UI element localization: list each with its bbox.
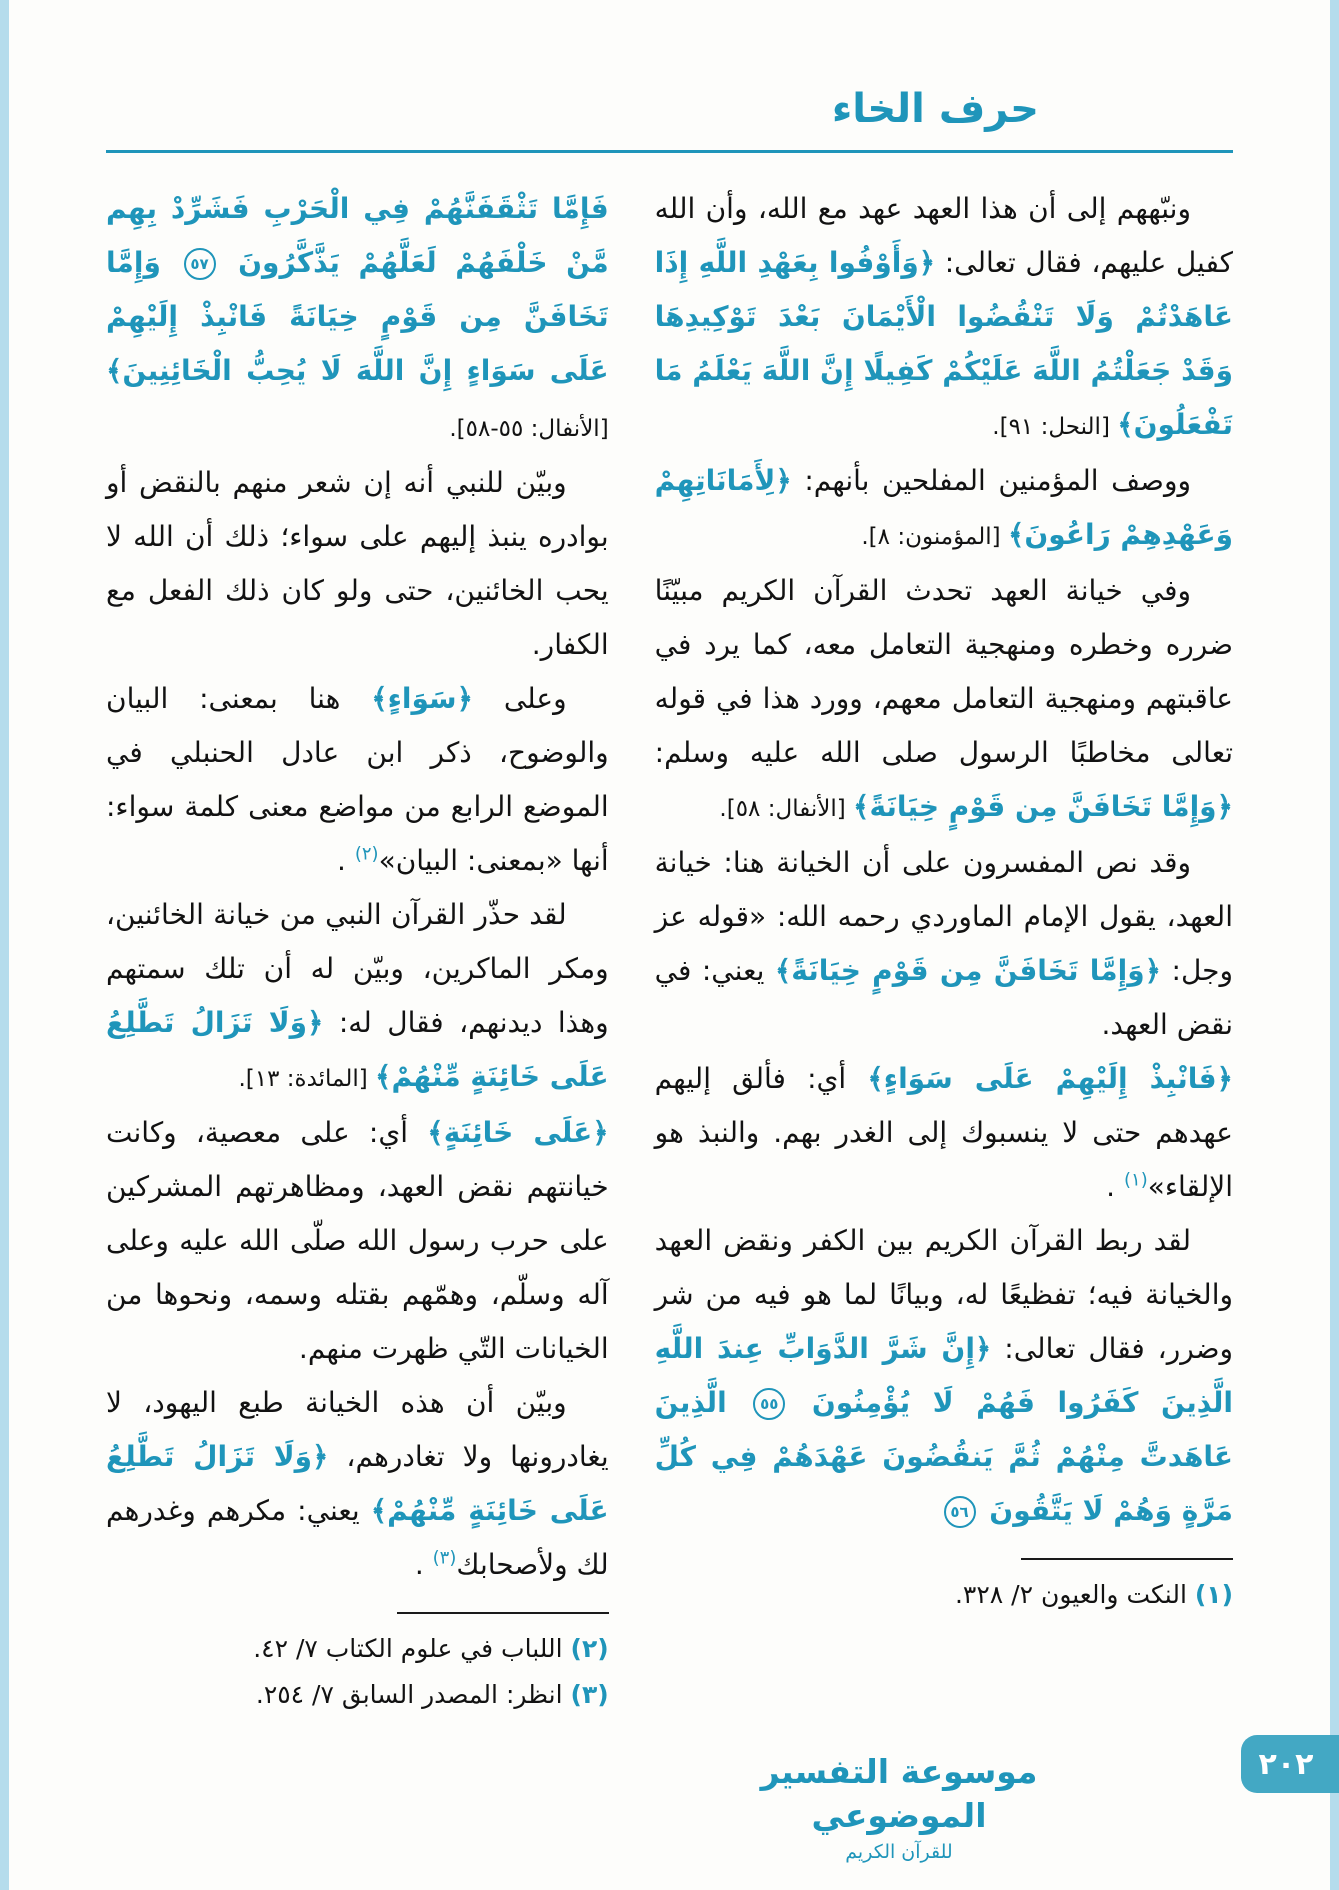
verse-reference: [الأنفال: ٥٥-٥٨]. [449,416,609,442]
footnotes-block [106,1626,609,1718]
paragraph [655,182,1233,454]
footnote-marker: (٢) [354,843,379,865]
footnote-text: اللباب في علوم الكتاب ٧/ ٤٢. [253,1634,571,1663]
verse-reference: [المؤمنون: ٨]. [861,524,1008,550]
body-text: وقد نص المفسرون على أن الخيانة هنا: خيانة العهد، يقول الإمام الماوردي رحمه الله: «قوله عز وجل: [654,846,1233,987]
body-text: أي: فألق إليهم عهدهم حتى لا ينسبوك إلى الغدر بهم. والنبذ هو الإلقاء» [654,1062,1233,1203]
footnote [106,1672,609,1718]
quran-quote: ﴿وَإِمَّا تَخَافَنَّ مِن قَوْمٍ خِيَانَةً﴾ [853,790,1233,823]
ayah-number-icon: ٥٦ [944,1496,976,1528]
quran-quote: الَّذِينَ عَاهَدتَّ مِنْهُمْ ثُمَّ يَنقُضُونَ عَهْدَهُمْ فِي كُلِّ مَرَّةٍ وَهُمْ لَا يَتَّقُونَ [654,1386,1233,1527]
publisher-logo-title: موسوعة التفسير الموضوعي [760,1752,1038,1835]
column-left [106,182,609,1718]
verse-reference: [الأنفال: ٥٨]. [719,796,854,822]
quran-quote: ﴿وَلَا تَزَالُ تَطَّلِعُ عَلَى خَائِنَةٍ مِّنْهُمْ﴾ [106,1006,609,1093]
body-text: وفي خيانة العهد تحدث القرآن الكريم مبيّنًا ضرره وخطره ومنهجية التعامل معه، كما يرد في عاقبتهم ومنهجية التعامل معهم، وورد هذا في قوله تعالى مخاطبًا الرسول صلى الله عليه وسلم: [654,574,1233,769]
quran-quote: فَإِمَّا تَثْقَفَنَّهُمْ فِي الْحَرْبِ فَشَرِّدْ بِهِم مَّنْ خَلْفَهُمْ لَعَلَّهُمْ يَذَّكَّرُونَ [106,192,609,279]
footnote [655,1572,1233,1618]
footnote-marker: (١) [1123,1169,1148,1191]
footnote [106,1626,609,1672]
body-text: . [414,1548,433,1581]
footnote-text: النكت والعيون ٢/ ٣٢٨. [954,1580,1195,1609]
quran-quote: ﴿لِأَمَانَاتِهِمْ وَعَهْدِهِمْ رَاعُونَ﴾ [654,464,1233,551]
ayah-number-icon: ٥٥ [753,1388,785,1420]
page-edge-left-band [0,0,9,1890]
footnote-number: (١) [1194,1580,1233,1609]
paragraph [106,888,609,1106]
footnote-text: انظر: المصدر السابق ٧/ ٢٥٤. [255,1680,571,1709]
footnote-separator [1021,1558,1233,1560]
footnote-number: (٢) [570,1634,609,1663]
ayah-number-icon: ٥٧ [184,248,216,280]
quran-quote: ﴿سَوَاءٍ﴾ [371,682,474,715]
body-text: يعني: في نقض العهد. [654,954,1233,1041]
paragraph [106,1106,609,1376]
footnote-number: (٣) [570,1680,609,1709]
paragraph [106,1376,609,1592]
page-edge-right-band [1330,0,1339,1890]
quran-quote: ﴿وَلَا تَزَالُ تَطَّلِعُ عَلَى خَائِنَةٍ مِّنْهُمْ﴾ [106,1440,609,1527]
paragraph [106,672,609,888]
footnotes-block [655,1572,1233,1618]
quran-quote: ﴿إِنَّ شَرَّ الدَّوَابِّ عِندَ اللَّهِ الَّذِينَ كَفَرُوا فَهُمْ لَا يُؤْمِنُونَ [654,1332,1233,1419]
body-text: . [337,844,355,877]
body-text: هنا بمعنى: البيان والوضوح، ذكر ابن عادل الحنبلي في الموضع الرابع من مواضع معنى كلمة سواء: أنها «بمعنى: البيان» [106,682,609,877]
footnote-marker: (٣) [432,1547,457,1569]
footnote-separator [397,1612,609,1614]
quran-quote: وَإِمَّا تَخَافَنَّ مِن قَوْمٍ خِيَانَةً فَانْبِذْ إِلَيْهِمْ عَلَى سَوَاءٍ إِنَّ اللَّهَ لَا يُحِبُّ الْخَائِنِينَ﴾ [106,246,609,387]
paragraph [106,456,609,672]
body-text: وبيّن للنبي أنه إن شعر منهم بالنقض أو بوادره ينبذ إليهم على سواء؛ ذلك أن الله لا يحب الخائنين، حتى ولو كان ذلك الفعل مع الكفار. [106,466,609,661]
chapter-heading: حرف الخاء [831,86,1039,132]
text-columns [106,182,1233,1718]
body-text: أي: على معصية، وكانت خيانتهم نقض العهد، ومظاهرتهم المشركين على حرب رسول الله صلّى الله عليه وعلى آله وسلّم، وهمّهم بقتله وسمه، ونحوها من الخيانات التّي ظهرت منهم. [106,1116,609,1365]
column-right [655,182,1233,1618]
quran-quote: ﴿وَإِمَّا تَخَافَنَّ مِن قَوْمٍ خِيَانَةً﴾ [774,954,1162,987]
body-text: وعلى [473,682,567,715]
page-number-badge: ٢٠٢ [1241,1735,1339,1793]
body-text: يعني: مكرهم وغدرهم لك ولأصحابك [106,1494,609,1581]
body-text: لقد حذّر القرآن النبي من خيانة الخائنين، ومكر الماكرين، وبيّن له أن تلك سمتهم وهذا ديدنهم، فقال له: [106,898,609,1039]
verse-reference: [المائدة: ١٣]. [238,1066,376,1092]
paragraph [106,182,609,456]
paragraph [655,454,1233,564]
body-text: ونبّههم إلى أن هذا العهد عهد مع الله، وأن الله كفيل عليهم، فقال تعالى: [654,192,1234,279]
quran-quote: ﴿عَلَى خَائِنَةٍ﴾ [427,1116,609,1149]
paragraph [655,1214,1233,1538]
verse-reference: [النحل: ٩١]. [992,414,1118,440]
paragraph [655,1052,1233,1214]
body-text: وبيّن أن هذه الخيانة طبع اليهود، لا يغادرونها ولا تغادرهم، [106,1386,609,1473]
body-text: ووصف المؤمنين المفلحين بأنهم: [791,464,1191,497]
publisher-logo [759,1750,1039,1866]
body-text: لقد ربط القرآن الكريم بين الكفر ونقض العهد والخيانة فيه؛ تفظيعًا له، وبيانًا لما هو فيه من شر وضرر، فقال تعالى: [654,1224,1233,1365]
body-text: . [1106,1170,1124,1203]
paragraph [655,836,1233,1052]
quran-quote: ﴿فَانْبِذْ إِلَيْهِمْ عَلَى سَوَاءٍ﴾ [867,1062,1233,1095]
quran-quote: ﴿وَأَوْفُوا بِعَهْدِ اللَّهِ إِذَا عَاهَدْتُمْ وَلَا تَنْقُضُوا الْأَيْمَانَ بَعْدَ تَوْكِيدِهَا وَقَدْ جَعَلْتُمُ اللَّهَ عَلَيْكُمْ كَفِيلًا إِنَّ اللَّهَ يَعْلَمُ مَا تَفْعَلُونَ﴾ [654,246,1233,441]
header-rule [106,150,1233,153]
paragraph [655,564,1233,836]
publisher-logo-subtitle: للقرآن الكريم [845,1841,953,1863]
